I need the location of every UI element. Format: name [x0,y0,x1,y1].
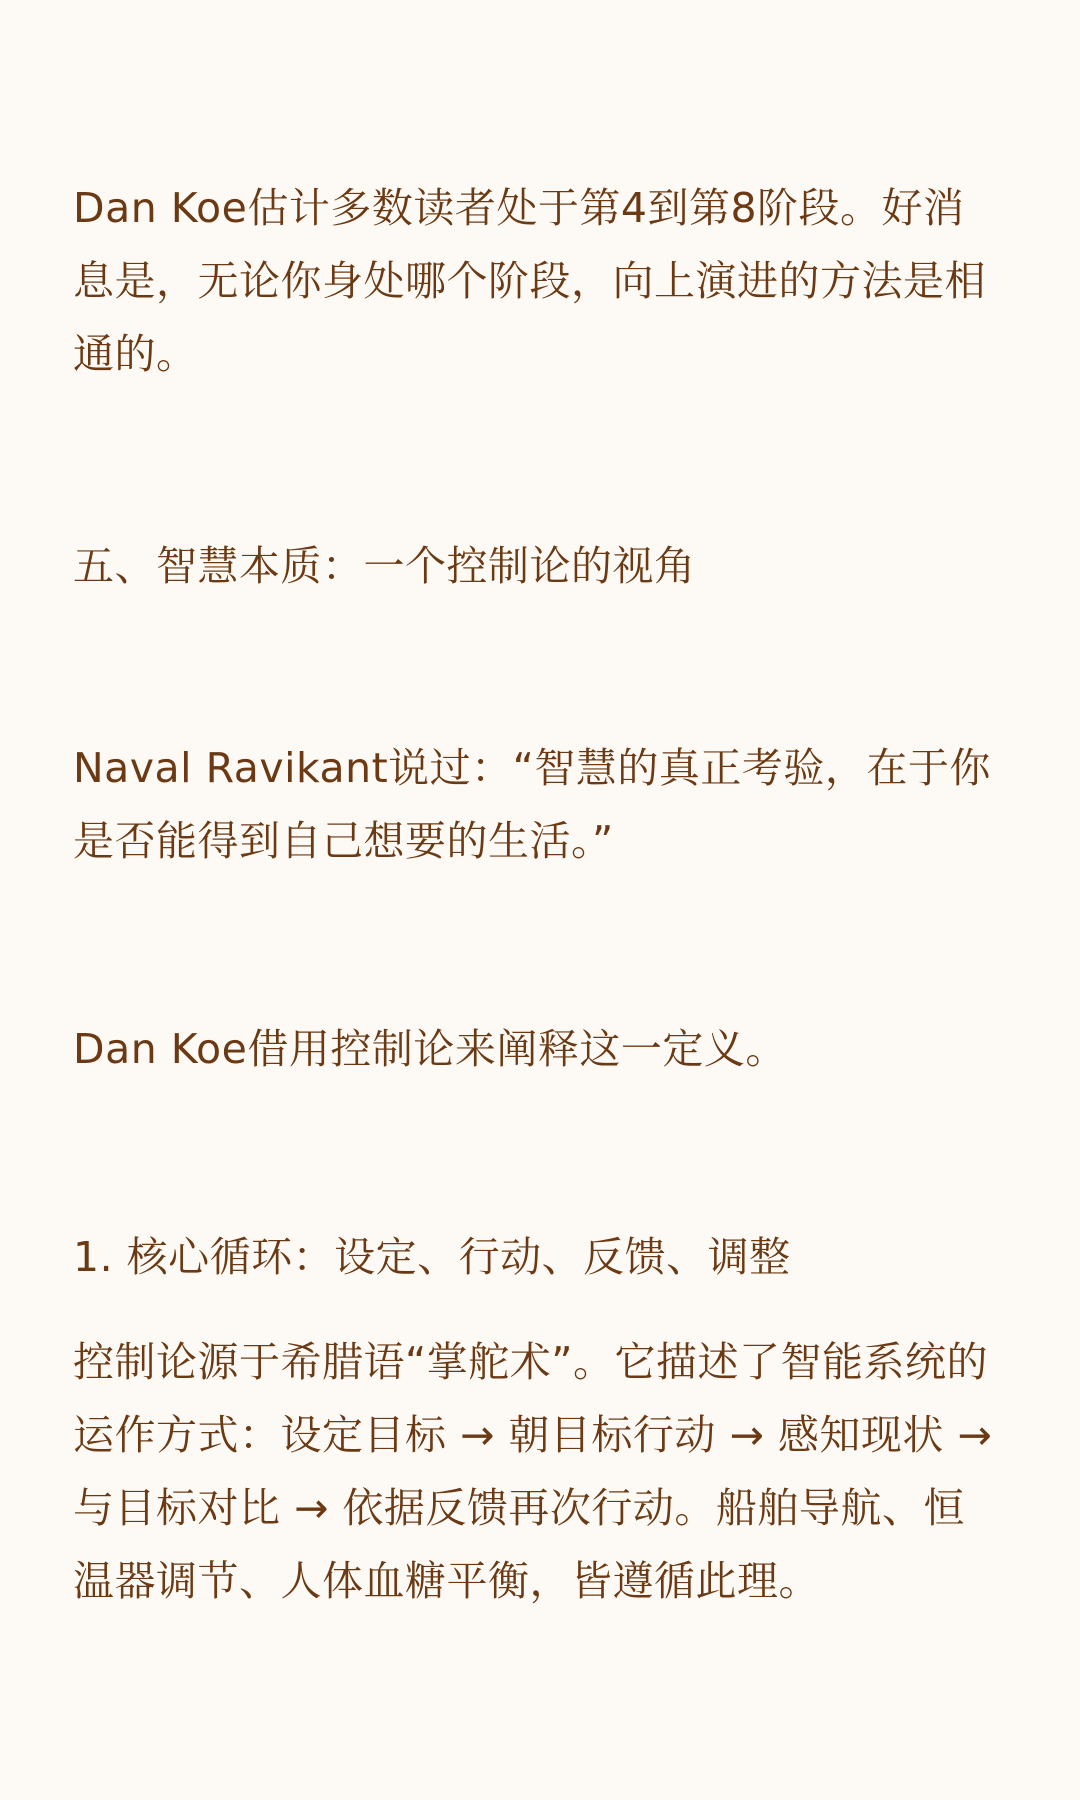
section-heading-wisdom-essence: 五、智慧本质：一个控制论的视角 [73,542,696,590]
paragraph-cybernetics-explanation: 控制论源于希腊语“掌舵术”。它描述了智能系统的运作方式：设定目标 → 朝目标行动 → 感知现状 → 与目标对比 → 依据反馈再次行动。船舶导航、恒温器调节、人体血糖平衡，皆遵循此理。 [73,1338,993,1605]
subheading-core-loop: 1. 核心循环：设定、行动、反馈、调整 [73,1233,791,1281]
paragraph-cybernetics-definition: Dan Koe借用控制论来阐释这一定义。 [73,1025,787,1073]
paragraph-reader-stages: Dan Koe估计多数读者处于第4到第8阶段。好消息是，无论你身处哪个阶段，向上演进的方法是相通的。 [73,184,986,378]
paragraph-naval-quote: Naval Ravikant说过：“智慧的真正考验，在于你是否能得到自己想要的生活。” [73,744,991,865]
